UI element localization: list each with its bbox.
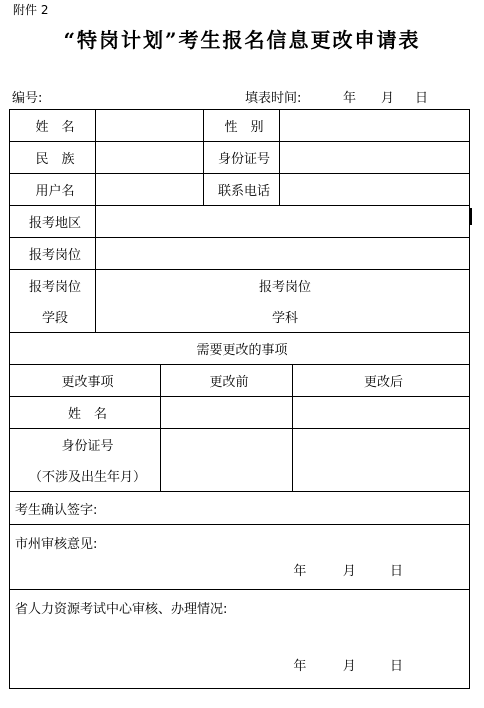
city-review-label: 市州审核意见:: [15, 537, 98, 552]
fill-time-label: 填表时间:: [245, 91, 302, 106]
change-id-line1: 身份证号: [61, 439, 114, 454]
form-title: “特岗计划”考生报名信息更改申请表: [63, 28, 421, 52]
confirm-signature-cell[interactable]: [10, 492, 470, 525]
post-level-label: [10, 270, 96, 333]
ethnicity-label: 民 族: [10, 142, 96, 174]
row-change-id: [10, 429, 470, 492]
province-review-cell[interactable]: [10, 590, 470, 689]
row-apply-post: [10, 238, 470, 270]
name-label: 姓 名: [10, 110, 96, 142]
col-change-item: 更改事项: [10, 365, 161, 397]
name-value[interactable]: [96, 110, 204, 142]
post-level-line2: 学段: [41, 311, 68, 326]
header-day: 日: [415, 91, 429, 106]
row-confirm-signature: [10, 492, 470, 525]
header-year: 年: [343, 91, 357, 106]
col-after: 更改后: [293, 365, 470, 397]
ethnicity-value[interactable]: [96, 142, 204, 174]
id-number-label: 身份证号: [204, 142, 280, 174]
row-change-name: [10, 397, 470, 429]
apply-post-label: 报考岗位: [10, 238, 96, 270]
post-subject-line2: 学科: [271, 311, 298, 326]
city-review-day: 日: [389, 564, 403, 579]
row-changes-title: [10, 333, 470, 365]
username-value[interactable]: [96, 174, 204, 206]
city-review-cell[interactable]: [10, 525, 470, 590]
header-month: 月: [381, 91, 395, 106]
number-label: 编号:: [12, 91, 43, 106]
row-city-review: [10, 525, 470, 590]
col-before: 更改前: [161, 365, 293, 397]
application-form-table: [9, 109, 470, 689]
province-review-year: 年: [293, 659, 307, 674]
apply-region-label: 报考地区: [10, 206, 96, 238]
row-changes-header: [10, 365, 470, 397]
phone-value[interactable]: [280, 174, 470, 206]
gender-value[interactable]: [280, 110, 470, 142]
change-name-before[interactable]: [161, 397, 293, 429]
id-number-value[interactable]: [280, 142, 470, 174]
post-level-line1: 报考岗位: [28, 280, 81, 295]
post-subject-line1: 报考岗位: [258, 280, 311, 295]
row-name-gender: [10, 110, 470, 142]
province-review-label: 省人力资源考试中心审核、办理情况:: [15, 602, 228, 617]
confirm-signature-label: 考生确认签字:: [15, 502, 98, 518]
row-post-level-subject: [10, 270, 470, 333]
change-item-name: 姓 名: [10, 397, 161, 429]
province-review-day: 日: [389, 659, 403, 674]
username-label: 用户名: [10, 174, 96, 206]
phone-label: 联系电话: [204, 174, 280, 206]
row-ethnicity-id: [10, 142, 470, 174]
city-review-year: 年: [293, 564, 307, 579]
city-review-month: 月: [342, 564, 356, 579]
change-name-after[interactable]: [293, 397, 470, 429]
change-id-before[interactable]: [161, 429, 293, 492]
changes-section-title: 需要更改的事项: [10, 333, 470, 365]
apply-region-value[interactable]: [96, 206, 470, 238]
change-id-line2: （不涉及出生年月）: [28, 470, 146, 485]
text-cursor-mark: [469, 208, 472, 225]
province-review-month: 月: [342, 659, 356, 674]
apply-post-value[interactable]: [96, 238, 470, 270]
change-id-after[interactable]: [293, 429, 470, 492]
post-subject-cell[interactable]: [96, 270, 470, 333]
row-apply-region: [10, 206, 470, 238]
row-username-phone: [10, 174, 470, 206]
gender-label: 性 别: [204, 110, 280, 142]
attachment-label: 附件 2: [13, 3, 49, 17]
row-province-review: [10, 590, 470, 689]
change-item-id: [10, 429, 161, 492]
